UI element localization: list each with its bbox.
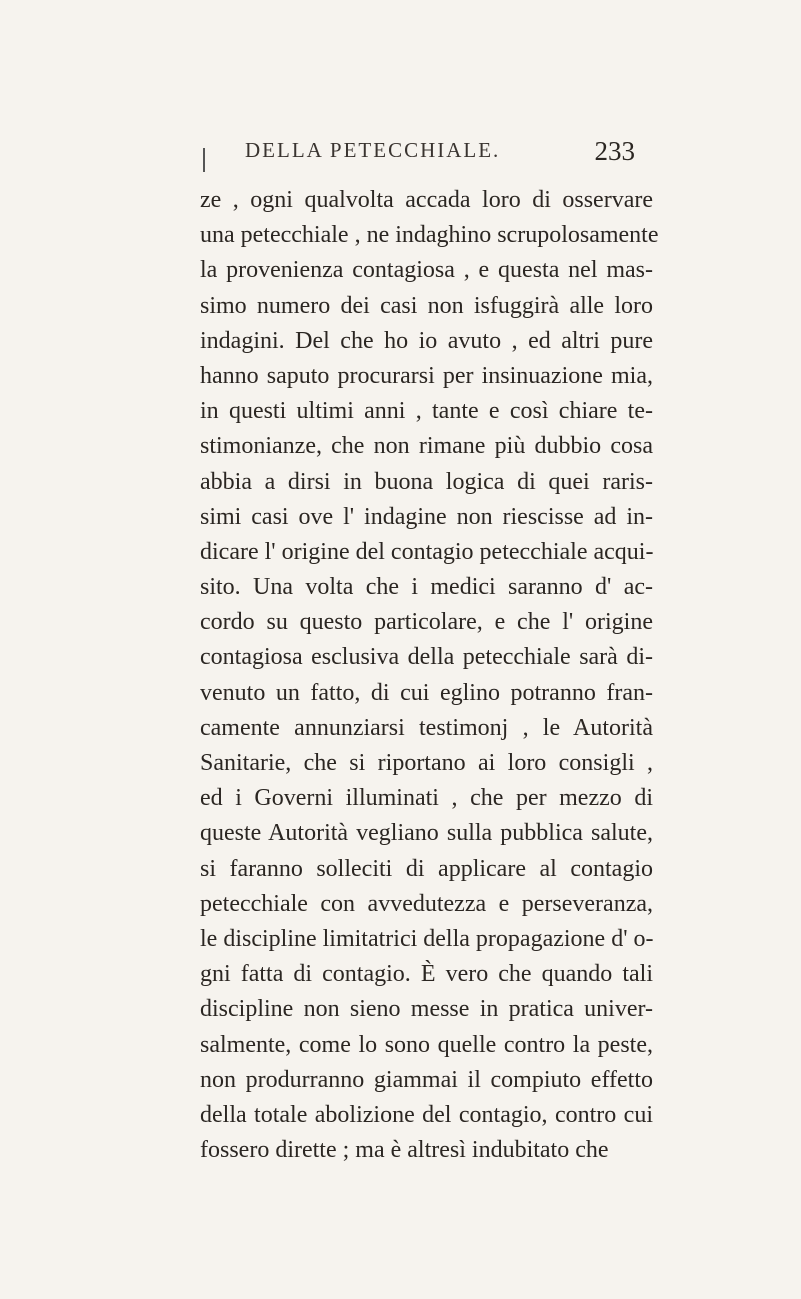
- text-line: abbia a dirsi in buona logica di quei raris-: [200, 468, 653, 495]
- text-line: queste Autorità vegliano sulla pubblica salute,: [200, 820, 653, 847]
- text-line: la provenienza contagiosa , e questa nel mas-: [200, 257, 653, 284]
- text-line: venuto un fatto, di cui eglino potranno fran-: [200, 679, 653, 706]
- running-title: DELLA PETECCHIALE.: [245, 138, 501, 162]
- text-line: contagiosa esclusiva della petecchiale sarà di-: [200, 644, 653, 671]
- text-line: discipline non sieno messe in pratica univer-: [200, 996, 653, 1023]
- text-line: ze , ogni qualvolta accada loro di osservare: [200, 187, 653, 213]
- page-number: 233: [594, 136, 635, 166]
- text-line: simi casi ove l' indagine non riescisse ad in-: [200, 503, 653, 530]
- text-line: una petecchiale , ne indaghino scrupolosamente: [200, 222, 659, 249]
- text-line: cordo su questo particolare, e che l' origine: [200, 609, 653, 636]
- text-line: non produrranno giammai il compiuto effetto: [200, 1066, 653, 1093]
- text-line: hanno saputo procurarsi per insinuazione mia,: [200, 362, 653, 389]
- body-text: [200, 183, 659, 1168]
- page-header: [245, 138, 635, 174]
- text-line: le discipline limitatrici della propagazione d' o-: [200, 925, 654, 952]
- text-line: si faranno solleciti di applicare al contagio: [200, 855, 653, 882]
- text-line: camente annunziarsi testimonj , le Autorità: [200, 714, 653, 741]
- text-line: salmente, come lo sono quelle contro la peste,: [200, 1031, 653, 1058]
- text-line: petecchiale con avvedutezza e perseveranza,: [200, 890, 653, 917]
- text-line: Sanitarie, che si riportano ai loro consigli ,: [200, 750, 653, 776]
- margin-mark: [203, 148, 205, 172]
- text-line: dicare l' origine del contagio petecchiale acqui-: [200, 538, 654, 565]
- text-line: in questi ultimi anni , tante e così chiare te-: [200, 398, 653, 425]
- text-line: simo numero dei casi non isfuggirà alle loro: [200, 292, 653, 319]
- text-line: fossero dirette ; ma è altresì indubitato che: [200, 1137, 609, 1164]
- text-line: ed i Governi illuminati , che per mezzo di: [200, 785, 653, 812]
- text-line: gni fatta di contagio. È vero che quando tali: [200, 961, 653, 988]
- text-line: sito. Una volta che i medici saranno d' ac-: [200, 574, 653, 601]
- text-line: indagini. Del che ho io avuto , ed altri pure: [200, 327, 653, 354]
- text-line: stimonianze, che non rimane più dubbio cosa: [200, 433, 653, 460]
- text-line: della totale abolizione del contagio, contro cui: [200, 1101, 653, 1128]
